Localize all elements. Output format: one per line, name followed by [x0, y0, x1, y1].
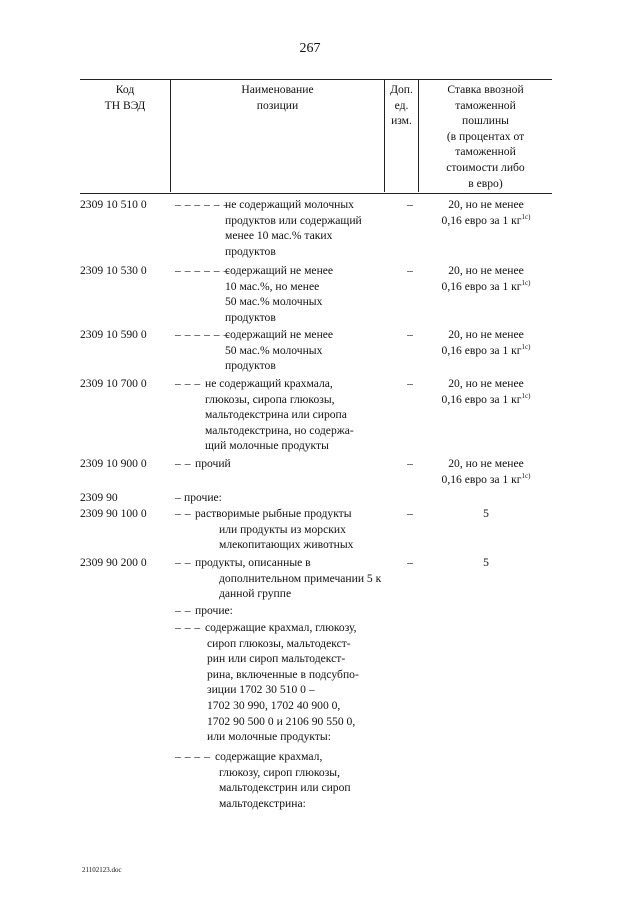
footnote-ref: 1с)	[521, 471, 531, 480]
dash-indent: – – – – – –	[175, 264, 230, 277]
row-code: 2309 10 510 0	[80, 198, 147, 211]
description-line: продуктов или содержащий	[225, 213, 362, 227]
row-rate	[420, 197, 552, 228]
header-unit	[385, 82, 418, 129]
dash-indent: – –	[175, 604, 191, 617]
description-line: содержащий не менее	[225, 264, 334, 277]
row-description	[215, 749, 351, 811]
header-unit-line: Доп.	[390, 83, 413, 96]
row-code: 2309 10 900 0	[80, 457, 147, 470]
row-code: 2309 90 200 0	[80, 556, 147, 569]
description-line: глюкозы, сиропа глюкозы,	[205, 392, 335, 406]
description-line: щий молочные продукты	[205, 439, 329, 453]
description-line: прочие:	[184, 491, 222, 504]
rate-line	[420, 213, 552, 229]
description-line: или молочные продукты:	[207, 730, 331, 744]
description-line: млекопитающих животных	[219, 538, 354, 552]
rate-line: 5	[483, 556, 489, 569]
rate-line	[420, 472, 552, 488]
footnote-ref: 1с)	[521, 278, 531, 287]
rate-line: 5	[483, 507, 489, 520]
header-unit-line: изм.	[391, 114, 412, 128]
footer-filename: 21102123.doc	[82, 866, 122, 874]
row-unit: –	[407, 198, 413, 211]
row-code: 2309 10 700 0	[80, 377, 147, 390]
row-description	[184, 490, 222, 506]
description-line: рин или сироп мальтодекст-	[207, 652, 346, 666]
description-line: глюкозу, сироп глюкозы,	[219, 765, 340, 779]
description-line: 50 мас.% молочных	[225, 343, 323, 357]
description-line: 1702 30 990, 1702 40 900 0,	[207, 698, 341, 712]
row-description	[195, 506, 353, 553]
header-unit-line: ед.	[394, 98, 409, 112]
header-code-line: ТН ВЭД	[104, 98, 146, 112]
row-unit: –	[407, 328, 413, 341]
header-bottom-rule	[80, 193, 552, 194]
row-description	[205, 376, 354, 454]
description-line: прочий	[195, 457, 231, 470]
description-line: прочие:	[195, 604, 233, 617]
row-unit: –	[407, 457, 413, 470]
rate-line: 20, но не менее	[448, 457, 524, 470]
row-description	[195, 603, 233, 619]
description-line: содержащий не менее	[225, 328, 334, 341]
dash-indent: – – – –	[175, 750, 211, 763]
footnote-ref: 1с)	[521, 342, 531, 351]
rate-line	[420, 343, 552, 359]
dash-indent: – – – – – –	[175, 328, 230, 341]
page-number: 267	[299, 41, 321, 56]
header-rate-line: пошлины	[462, 114, 509, 128]
row-description	[225, 327, 333, 374]
row-rate	[420, 506, 552, 522]
description-line: не содержащий молочных	[225, 198, 354, 211]
dash-indent: –	[175, 491, 182, 504]
row-rate	[420, 555, 552, 571]
description-line: мальтодекстрина или сиропа	[205, 408, 347, 422]
row-description	[195, 456, 231, 472]
header-code-line: Код	[115, 83, 135, 96]
rate-line: 20, но не менее	[448, 328, 524, 341]
header-rate-line: в евро)	[468, 176, 503, 190]
description-line: мальтодекстрина, но содержа-	[205, 423, 354, 437]
description-line: продуктов	[225, 310, 276, 324]
rate-text: 0,16 евро за 1 кг	[441, 213, 522, 227]
row-unit: –	[407, 507, 413, 520]
rate-line: 20, но не менее	[448, 198, 524, 211]
description-line: рина, включенные в подсубпо-	[207, 667, 359, 681]
description-line: 50 мас.% молочных	[225, 295, 323, 309]
row-rate	[420, 456, 552, 487]
row-rate	[420, 263, 552, 294]
dash-indent: – – – – – –	[175, 198, 230, 211]
description-line: содержащие крахмал, глюкозу,	[205, 621, 357, 634]
header-rate-line: таможенной	[455, 145, 516, 159]
description-line: продукты, описанные в	[195, 556, 311, 569]
rate-line: 20, но не менее	[448, 264, 524, 277]
rate-text: 0,16 евро за 1 кг	[441, 472, 522, 486]
footnote-ref: 1с)	[521, 212, 531, 221]
row-code: 2309 90 100 0	[80, 507, 147, 520]
header-top-rule	[80, 79, 552, 80]
dash-indent: – –	[175, 556, 191, 569]
row-description	[195, 555, 381, 602]
description-line: 1702 90 500 0 и 2106 90 550 0,	[207, 714, 356, 728]
description-line: не содержащий крахмала,	[205, 377, 333, 390]
description-line: продуктов	[225, 359, 276, 373]
description-line: мальтодекстрина:	[219, 796, 306, 810]
header-code	[80, 82, 170, 113]
header-rate-line: Ставка ввозной	[447, 83, 524, 96]
header-rate-line: стоимости либо	[446, 160, 525, 174]
description-line: менее 10 мас.% таких	[225, 229, 333, 243]
row-rate	[420, 376, 552, 407]
row-unit: –	[407, 377, 413, 390]
description-line: данной группе	[219, 587, 292, 601]
description-line: зиции 1702 30 510 0 –	[207, 683, 315, 697]
description-line: содержащие крахмал,	[215, 750, 323, 763]
header-rate-line: (в процентах от	[446, 129, 525, 143]
description-line: сироп глюкозы, мальтодекст-	[207, 636, 351, 650]
row-code: 2309 10 530 0	[80, 264, 147, 277]
description-line: мальтодекстрин или сироп	[219, 781, 351, 795]
description-line: или продукты из морских	[219, 522, 346, 536]
rate-text: 0,16 евро за 1 кг	[441, 392, 522, 406]
row-unit: –	[407, 556, 413, 569]
description-line: 10 мас.%, но менее	[225, 279, 320, 293]
header-name	[171, 82, 384, 113]
dash-indent: – – –	[175, 621, 201, 634]
row-unit: –	[407, 264, 413, 277]
rate-line	[420, 279, 552, 295]
description-line: дополнительном примечании 5 к	[219, 571, 382, 585]
dash-indent: – – –	[175, 377, 201, 390]
rate-line: 20, но не менее	[448, 377, 524, 390]
header-rate	[419, 82, 552, 191]
rate-line	[420, 392, 552, 408]
rate-text: 0,16 евро за 1 кг	[441, 343, 522, 357]
rate-text: 0,16 евро за 1 кг	[441, 279, 522, 293]
description-line: продуктов	[225, 244, 276, 258]
row-description	[225, 263, 333, 325]
row-rate	[420, 327, 552, 358]
header-name-line: Наименование	[241, 83, 314, 96]
dash-indent: – –	[175, 507, 191, 520]
header-rate-line: таможенной	[455, 98, 516, 112]
row-code: 2309 10 590 0	[80, 328, 147, 341]
dash-indent: – –	[175, 457, 191, 470]
footnote-ref: 1с)	[521, 391, 531, 400]
row-code: 2309 90	[80, 491, 118, 504]
row-description	[225, 197, 362, 259]
header-name-line: позиции	[256, 98, 299, 112]
row-description	[205, 620, 359, 745]
description-line: растворимые рыбные продукты	[195, 507, 352, 520]
